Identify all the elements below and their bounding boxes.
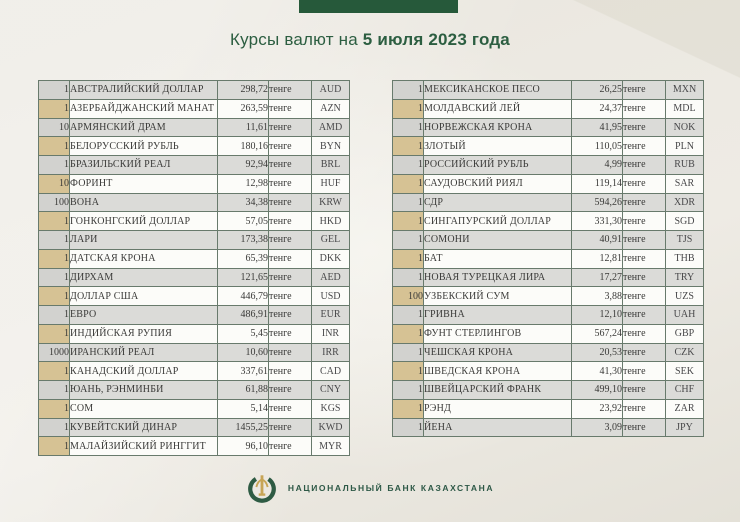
cell-name: РОССИЙСКИЙ РУБЛЬ — [424, 156, 572, 175]
currency-row — [39, 81, 350, 100]
cell-code: CAD — [312, 362, 350, 381]
cell-qty: 100 — [393, 287, 424, 306]
cell-unit: тенге — [269, 81, 312, 100]
cell-code: GBP — [666, 324, 704, 343]
cell-unit: тенге — [623, 399, 666, 418]
cell-name: БЕЛОРУССКИЙ РУБЛЬ — [70, 137, 218, 156]
cell-code: HUF — [312, 174, 350, 193]
cell-code: AZN — [312, 99, 350, 118]
currency-row — [39, 99, 350, 118]
cell-rate: 34,38 — [218, 193, 269, 212]
currency-row — [39, 343, 350, 362]
cell-rate: 61,88 — [218, 381, 269, 400]
cell-qty: 1 — [393, 174, 424, 193]
cell-rate: 119,14 — [572, 174, 623, 193]
cell-unit: тенге — [269, 399, 312, 418]
cell-code: KRW — [312, 193, 350, 212]
currency-row — [393, 399, 704, 418]
cell-rate: 92,94 — [218, 156, 269, 175]
cell-rate: 26,25 — [572, 81, 623, 100]
cell-unit: тенге — [269, 193, 312, 212]
cell-rate: 5,14 — [218, 399, 269, 418]
cell-qty: 1 — [39, 362, 70, 381]
cell-rate: 180,16 — [218, 137, 269, 156]
cell-name: ЛАРИ — [70, 231, 218, 250]
currency-row — [393, 268, 704, 287]
cell-name: ФОРИНТ — [70, 174, 218, 193]
cell-code: SEK — [666, 362, 704, 381]
cell-unit: тенге — [269, 362, 312, 381]
cell-qty: 1 — [39, 137, 70, 156]
cell-unit: тенге — [623, 381, 666, 400]
cell-qty: 1 — [393, 212, 424, 231]
cell-qty: 1 — [393, 343, 424, 362]
cell-name: ЧЕШСКАЯ КРОНА — [424, 343, 572, 362]
cell-qty: 1 — [393, 193, 424, 212]
cell-unit: тенге — [623, 231, 666, 250]
footer — [0, 472, 740, 504]
cell-code: USD — [312, 287, 350, 306]
cell-rate: 11,61 — [218, 118, 269, 137]
cell-name: ГОНКОНГСКИЙ ДОЛЛАР — [70, 212, 218, 231]
cell-rate: 24,37 — [572, 99, 623, 118]
cell-qty: 1 — [393, 99, 424, 118]
cell-rate: 337,61 — [218, 362, 269, 381]
currency-row — [39, 231, 350, 250]
header-accent-bar — [299, 0, 458, 13]
cell-code: CNY — [312, 381, 350, 400]
cell-qty: 1 — [393, 156, 424, 175]
currency-row — [393, 324, 704, 343]
cell-code: KGS — [312, 399, 350, 418]
cell-qty: 1 — [393, 137, 424, 156]
cell-qty: 1 — [39, 99, 70, 118]
cell-unit: тенге — [623, 193, 666, 212]
cell-unit: тенге — [623, 249, 666, 268]
cell-name: ЙЕНА — [424, 418, 572, 437]
currency-row — [39, 174, 350, 193]
national-bank-logo-icon — [246, 472, 278, 504]
cell-rate: 110,05 — [572, 137, 623, 156]
cell-qty: 1 — [393, 268, 424, 287]
cell-unit: тенге — [269, 231, 312, 250]
cell-unit: тенге — [269, 381, 312, 400]
cell-unit: тенге — [623, 99, 666, 118]
cell-name: МОЛДАВСКИЙ ЛЕЙ — [424, 99, 572, 118]
currency-row — [39, 306, 350, 325]
cell-rate: 594,26 — [572, 193, 623, 212]
cell-unit: тенге — [623, 324, 666, 343]
cell-code: MXN — [666, 81, 704, 100]
cell-name: ИРАНСКИЙ РЕАЛ — [70, 343, 218, 362]
cell-unit: тенге — [269, 437, 312, 456]
currency-row — [393, 193, 704, 212]
cell-name: РЭНД — [424, 399, 572, 418]
cell-name: НОВАЯ ТУРЕЦКАЯ ЛИРА — [424, 268, 572, 287]
currency-table-left — [38, 80, 350, 456]
currency-row — [393, 118, 704, 137]
cell-unit: тенге — [623, 174, 666, 193]
cell-rate: 12,10 — [572, 306, 623, 325]
cell-name: БРАЗИЛЬСКИЙ РЕАЛ — [70, 156, 218, 175]
currency-row — [393, 137, 704, 156]
cell-unit: тенге — [269, 343, 312, 362]
cell-rate: 17,27 — [572, 268, 623, 287]
cell-qty: 1 — [393, 381, 424, 400]
currency-row — [39, 268, 350, 287]
cell-name: СОМОНИ — [424, 231, 572, 250]
cell-name: СДР — [424, 193, 572, 212]
cell-code: NOK — [666, 118, 704, 137]
cell-qty: 1 — [39, 437, 70, 456]
cell-unit: тенге — [623, 343, 666, 362]
cell-code: SGD — [666, 212, 704, 231]
cell-name: КУВЕЙТСКИЙ ДИНАР — [70, 418, 218, 437]
cell-code: THB — [666, 249, 704, 268]
cell-rate: 567,24 — [572, 324, 623, 343]
cell-code: BRL — [312, 156, 350, 175]
cell-name: ФУНТ СТЕРЛИНГОВ — [424, 324, 572, 343]
cell-name: УЗБЕКСКИЙ СУМ — [424, 287, 572, 306]
currency-row — [393, 418, 704, 437]
cell-code: TJS — [666, 231, 704, 250]
currency-row — [39, 118, 350, 137]
cell-qty: 1 — [39, 268, 70, 287]
cell-unit: тенге — [269, 268, 312, 287]
cell-code: BYN — [312, 137, 350, 156]
cell-code: GEL — [312, 231, 350, 250]
cell-name: ШВЕДСКАЯ КРОНА — [424, 362, 572, 381]
cell-rate: 12,98 — [218, 174, 269, 193]
cell-qty: 100 — [39, 193, 70, 212]
cell-name: ЮАНЬ, РЭНМИНБИ — [70, 381, 218, 400]
cell-qty: 1 — [39, 156, 70, 175]
cell-name: ДОЛЛАР США — [70, 287, 218, 306]
cell-rate: 57,05 — [218, 212, 269, 231]
cell-code: AUD — [312, 81, 350, 100]
currency-row — [39, 399, 350, 418]
cell-name: ДИРХАМ — [70, 268, 218, 287]
cell-name: КАНАДСКИЙ ДОЛЛАР — [70, 362, 218, 381]
currency-row — [393, 231, 704, 250]
cell-code: MDL — [666, 99, 704, 118]
cell-rate: 41,95 — [572, 118, 623, 137]
cell-code: SAR — [666, 174, 704, 193]
cell-rate: 499,10 — [572, 381, 623, 400]
cell-rate: 331,30 — [572, 212, 623, 231]
page-title — [0, 30, 740, 50]
cell-qty: 1 — [393, 324, 424, 343]
cell-qty: 1 — [393, 418, 424, 437]
currency-row — [393, 343, 704, 362]
currency-row — [393, 381, 704, 400]
cell-rate: 96,10 — [218, 437, 269, 456]
cell-rate: 446,79 — [218, 287, 269, 306]
cell-name: АРМЯНСКИЙ ДРАМ — [70, 118, 218, 137]
cell-qty: 1000 — [39, 343, 70, 362]
cell-code: HKD — [312, 212, 350, 231]
cell-unit: тенге — [623, 306, 666, 325]
cell-code: KWD — [312, 418, 350, 437]
cell-rate: 486,91 — [218, 306, 269, 325]
cell-rate: 173,38 — [218, 231, 269, 250]
cell-unit: тенге — [269, 324, 312, 343]
cell-unit: тенге — [623, 118, 666, 137]
currency-row — [39, 418, 350, 437]
cell-unit: тенге — [623, 268, 666, 287]
cell-name: ДАТСКАЯ КРОНА — [70, 249, 218, 268]
cell-rate: 121,65 — [218, 268, 269, 287]
cell-unit: тенге — [269, 118, 312, 137]
cell-code: UZS — [666, 287, 704, 306]
cell-code: PLN — [666, 137, 704, 156]
cell-code: CHF — [666, 381, 704, 400]
cell-name: САУДОВСКИЙ РИЯЛ — [424, 174, 572, 193]
cell-qty: 10 — [39, 174, 70, 193]
cell-unit: тенге — [269, 287, 312, 306]
cell-rate: 298,72 — [218, 81, 269, 100]
cell-code: CZK — [666, 343, 704, 362]
cell-qty: 1 — [393, 306, 424, 325]
currency-row — [39, 324, 350, 343]
cell-code: UAH — [666, 306, 704, 325]
cell-name: СИНГАПУРСКИЙ ДОЛЛАР — [424, 212, 572, 231]
cell-name: МАЛАЙЗИЙСКИЙ РИНГГИТ — [70, 437, 218, 456]
cell-rate: 4,99 — [572, 156, 623, 175]
cell-name: ИНДИЙСКАЯ РУПИЯ — [70, 324, 218, 343]
currency-row — [39, 381, 350, 400]
currency-row — [393, 249, 704, 268]
currency-row — [39, 287, 350, 306]
cell-code: XDR — [666, 193, 704, 212]
cell-qty: 1 — [39, 231, 70, 250]
cell-unit: тенге — [623, 212, 666, 231]
cell-rate: 65,39 — [218, 249, 269, 268]
cell-qty: 1 — [393, 249, 424, 268]
cell-unit: тенге — [269, 137, 312, 156]
cell-unit: тенге — [269, 174, 312, 193]
footer-bank-name: НАЦИОНАЛЬНЫЙ БАНК КАЗАХСТАНА — [287, 483, 495, 493]
cell-name: СОМ — [70, 399, 218, 418]
cell-rate: 23,92 — [572, 399, 623, 418]
currency-row — [39, 193, 350, 212]
currency-row — [393, 362, 704, 381]
cell-qty: 1 — [393, 81, 424, 100]
cell-code: MYR — [312, 437, 350, 456]
cell-rate: 263,59 — [218, 99, 269, 118]
currency-row — [39, 156, 350, 175]
cell-qty: 1 — [39, 249, 70, 268]
currency-row — [393, 81, 704, 100]
currency-row — [39, 249, 350, 268]
cell-qty: 1 — [39, 212, 70, 231]
page-title-prefix: Курсы валют на — [230, 30, 363, 49]
cell-rate: 41,30 — [572, 362, 623, 381]
cell-code: TRY — [666, 268, 704, 287]
cell-qty: 1 — [39, 306, 70, 325]
cell-rate: 12,81 — [572, 249, 623, 268]
cell-unit: тенге — [623, 418, 666, 437]
cell-unit: тенге — [623, 137, 666, 156]
cell-unit: тенге — [623, 287, 666, 306]
cell-qty: 1 — [39, 399, 70, 418]
cell-qty: 1 — [393, 399, 424, 418]
cell-code: IRR — [312, 343, 350, 362]
cell-code: AED — [312, 268, 350, 287]
cell-code: DKK — [312, 249, 350, 268]
currency-row — [393, 174, 704, 193]
currency-row — [393, 212, 704, 231]
cell-rate: 5,45 — [218, 324, 269, 343]
cell-qty: 1 — [39, 324, 70, 343]
currency-row — [393, 99, 704, 118]
cell-name: МЕКСИКАНСКОЕ ПЕСО — [424, 81, 572, 100]
cell-qty: 1 — [393, 118, 424, 137]
cell-rate: 1455,25 — [218, 418, 269, 437]
cell-unit: тенге — [269, 99, 312, 118]
currency-row — [393, 287, 704, 306]
cell-code: ZAR — [666, 399, 704, 418]
currency-table-right — [392, 80, 704, 437]
cell-qty: 1 — [393, 362, 424, 381]
cell-name: ШВЕЙЦАРСКИЙ ФРАНК — [424, 381, 572, 400]
cell-rate: 40,91 — [572, 231, 623, 250]
cell-name: ЗЛОТЫЙ — [424, 137, 572, 156]
cell-rate: 10,60 — [218, 343, 269, 362]
cell-code: INR — [312, 324, 350, 343]
currency-row — [393, 306, 704, 325]
currency-row — [39, 362, 350, 381]
cell-unit: тенге — [269, 156, 312, 175]
cell-unit: тенге — [623, 81, 666, 100]
cell-qty: 1 — [393, 231, 424, 250]
cell-qty: 1 — [39, 418, 70, 437]
page-title-date: 5 июля 2023 года — [362, 30, 510, 49]
cell-qty: 1 — [39, 81, 70, 100]
cell-code: EUR — [312, 306, 350, 325]
cell-qty: 1 — [39, 381, 70, 400]
cell-name: ЕВРО — [70, 306, 218, 325]
cell-name: ВОНА — [70, 193, 218, 212]
cell-unit: тенге — [269, 212, 312, 231]
cell-name: ГРИВНА — [424, 306, 572, 325]
cell-unit: тенге — [623, 362, 666, 381]
cell-name: БАТ — [424, 249, 572, 268]
cell-rate: 3,09 — [572, 418, 623, 437]
cell-unit: тенге — [269, 306, 312, 325]
currency-row — [39, 212, 350, 231]
cell-name: АЗЕРБАЙДЖАНСКИЙ МАНАТ — [70, 99, 218, 118]
cell-unit: тенге — [269, 418, 312, 437]
cell-qty: 1 — [39, 287, 70, 306]
cell-name: НОРВЕЖСКАЯ КРОНА — [424, 118, 572, 137]
cell-code: AMD — [312, 118, 350, 137]
cell-rate: 3,88 — [572, 287, 623, 306]
cell-code: JPY — [666, 418, 704, 437]
cell-unit: тенге — [623, 156, 666, 175]
currency-row — [39, 137, 350, 156]
cell-name: АВСТРАЛИЙСКИЙ ДОЛЛАР — [70, 81, 218, 100]
cell-unit: тенге — [269, 249, 312, 268]
cell-qty: 10 — [39, 118, 70, 137]
currency-row — [39, 437, 350, 456]
cell-code: RUB — [666, 156, 704, 175]
cell-rate: 20,53 — [572, 343, 623, 362]
currency-row — [393, 156, 704, 175]
